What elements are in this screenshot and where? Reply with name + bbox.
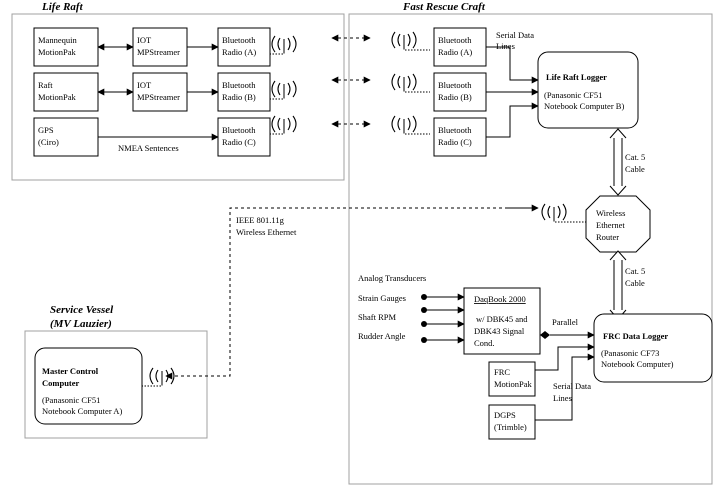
svg-text:Bluetooth: Bluetooth <box>438 80 472 90</box>
antenna-icon <box>392 116 430 134</box>
cat5-label-bottom: Cat. 5 <box>625 266 646 276</box>
svg-text:FRC Data Logger: FRC Data Logger <box>603 331 669 341</box>
frc-data-logger-box <box>594 314 712 382</box>
svg-text:Wireless: Wireless <box>596 208 626 218</box>
cat5-label-bottom-2: Cable <box>625 278 645 288</box>
svg-text:(Panasonic CF51: (Panasonic CF51 <box>42 395 101 405</box>
service-vessel-subtitle: (MV Lauzier) <box>50 318 112 330</box>
svg-text:Cond.: Cond. <box>474 338 495 348</box>
svg-text:Bluetooth: Bluetooth <box>438 125 472 135</box>
antenna-icon <box>270 36 296 54</box>
svg-text:FRC: FRC <box>494 367 511 377</box>
svg-text:Radio (A): Radio (A) <box>222 47 257 57</box>
fast-rescue-craft-title: Fast Rescue Craft <box>403 1 485 13</box>
svg-text:IOT: IOT <box>137 35 152 45</box>
antenna-icon <box>542 204 586 222</box>
bluetooth-raft-c-box <box>218 118 270 156</box>
gps-box <box>34 118 98 156</box>
transducer-rpm: Shaft RPM <box>358 312 397 322</box>
svg-text:MPStreamer: MPStreamer <box>137 92 180 102</box>
wifi-label: IEEE 801.11g <box>236 215 284 225</box>
bluetooth-frc-b-box <box>434 73 486 111</box>
transducer-strain: Strain Gauges <box>358 293 406 303</box>
svg-text:MPStreamer: MPStreamer <box>137 47 180 57</box>
bluetooth-raft-a-box <box>218 28 270 66</box>
analog-transducers-label: Analog Transducers <box>358 273 427 283</box>
svg-text:Computer: Computer <box>42 378 80 388</box>
svg-text:Radio (A): Radio (A) <box>438 47 473 57</box>
svg-text:MotionPak: MotionPak <box>494 379 532 389</box>
svg-text:Ethernet: Ethernet <box>596 220 625 230</box>
raft-motionpak-box <box>34 73 98 111</box>
svg-text:Radio (C): Radio (C) <box>222 137 256 147</box>
bluetooth-frc-a-box <box>434 28 486 66</box>
svg-text:(Panasonic CF73: (Panasonic CF73 <box>601 348 660 358</box>
svg-text:Router: Router <box>596 232 620 242</box>
serial-data-label-bottom-2: Lines <box>553 393 572 403</box>
svg-text:Radio (B): Radio (B) <box>222 92 256 102</box>
svg-text:Notebook Computer A): Notebook Computer A) <box>42 406 123 416</box>
svg-text:Master Control: Master Control <box>42 366 99 376</box>
serial-line-a <box>486 47 538 80</box>
dgps-box <box>489 405 535 439</box>
serial-data-label-top-2: Lines <box>496 41 515 51</box>
antenna-icon <box>270 116 296 134</box>
cat5-cable-bottom <box>610 251 626 319</box>
svg-text:Raft: Raft <box>38 80 53 90</box>
antenna-icon <box>392 74 430 92</box>
cat5-label-top-2: Cable <box>625 164 645 174</box>
iot-streamer-1-box <box>133 28 187 66</box>
svg-text:(Panasonic CF51: (Panasonic CF51 <box>544 90 603 100</box>
frc-motionpak-box <box>489 362 535 396</box>
svg-text:Bluetooth: Bluetooth <box>222 80 256 90</box>
svg-text:Bluetooth: Bluetooth <box>222 35 256 45</box>
svg-text:MotionPak: MotionPak <box>38 47 76 57</box>
iot-streamer-2-box <box>133 73 187 111</box>
svg-text:DGPS: DGPS <box>494 410 516 420</box>
life-raft-title: Life Raft <box>42 1 83 13</box>
nmea-label: NMEA Sentences <box>118 143 179 153</box>
svg-text:Notebook Computer B): Notebook Computer B) <box>544 101 625 111</box>
antenna-icon <box>142 368 174 386</box>
parallel-label: Parallel <box>552 317 578 327</box>
svg-text:Mannequin: Mannequin <box>38 35 77 45</box>
svg-text:w/ DBK45 and: w/ DBK45 and <box>476 314 528 324</box>
svg-text:(Trimble): (Trimble) <box>494 422 527 432</box>
svg-text:Life Raft Logger: Life Raft Logger <box>546 72 607 82</box>
bluetooth-frc-c-box <box>434 118 486 156</box>
motionpak-serial-line <box>535 347 594 370</box>
svg-text:(Ciro): (Ciro) <box>38 137 59 147</box>
antenna-icon <box>270 81 296 99</box>
svg-text:MotionPak: MotionPak <box>38 92 76 102</box>
svg-text:Radio (C): Radio (C) <box>438 137 472 147</box>
wireless-router <box>586 196 650 252</box>
serial-data-label-top: Serial Data <box>496 30 534 40</box>
serial-data-label-bottom: Serial Data <box>553 381 591 391</box>
svg-text:Notebook Computer): Notebook Computer) <box>601 359 674 369</box>
svg-text:Radio (B): Radio (B) <box>438 92 472 102</box>
svg-text:IOT: IOT <box>137 80 152 90</box>
cat5-label-top: Cat. 5 <box>625 152 646 162</box>
svg-text:DBK43 Signal: DBK43 Signal <box>474 326 525 336</box>
svg-text:Bluetooth: Bluetooth <box>438 35 472 45</box>
cat5-cable-top <box>610 129 626 195</box>
parallel-connector <box>540 331 550 339</box>
svg-text:Bluetooth: Bluetooth <box>222 125 256 135</box>
daqbook-box <box>464 288 540 354</box>
serial-line-c <box>486 106 538 137</box>
master-control-computer-box <box>35 348 142 424</box>
bluetooth-raft-b-box <box>218 73 270 111</box>
svg-text:DaqBook 2000: DaqBook 2000 <box>474 294 526 304</box>
service-vessel-title: Service Vessel <box>50 304 114 316</box>
life-raft-logger-box <box>538 52 638 128</box>
transducer-rudder: Rudder Angle <box>358 331 406 341</box>
antenna-icon <box>392 32 430 50</box>
svg-text:GPS: GPS <box>38 125 54 135</box>
mannequin-motionpak-box <box>34 28 98 66</box>
wifi-label-2: Wireless Ethernet <box>236 227 297 237</box>
